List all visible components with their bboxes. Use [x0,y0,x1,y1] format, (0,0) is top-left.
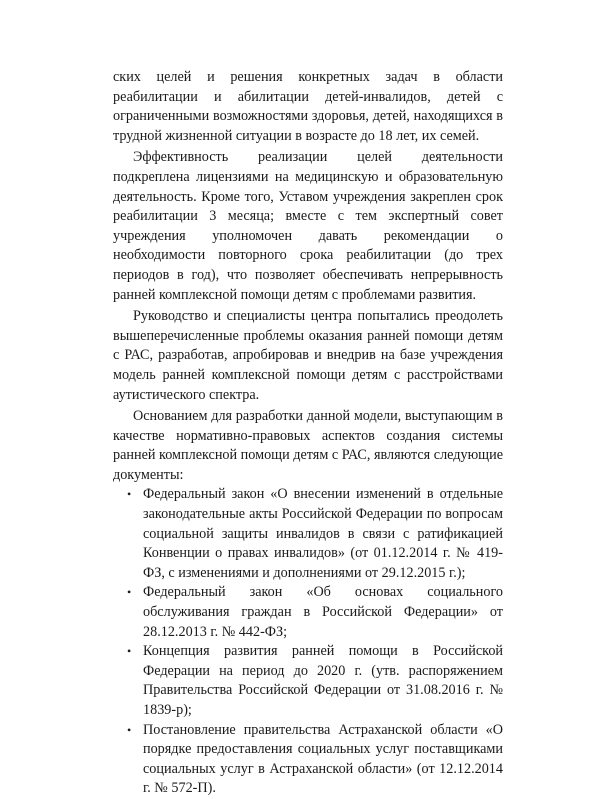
bullet-icon: • [127,487,132,502]
documents-list [113,485,503,799]
paragraph-basis: Основанием для разработки данной модели, выступающим в качестве нормативно-правовых аспектов создания системы ранней комплексной помощи детям с РАС, являются следующие документы: [113,408,503,483]
document-item-text: Концепция развития ранней помощи в Российской Федерации на период до 2020 г. (утв. распоряжением Правительства Российской Федерации от 31.08.2016 г. № 1839-р); [143,643,503,718]
paragraph-management: Руководство и специалисты центра попытались преодолеть вышеперечисленные проблемы оказания ранней помощи детям с РАС, разработав, апробировав и внедрив на базе учреждения модель ранней комплексной помощи детям с расстройствами аутистического спектра. [113,308,503,403]
bullet-icon: • [127,644,132,659]
list-item [127,485,503,583]
paragraph-effectiveness: Эффективность реализации целей деятельности подкреплена лицензиями на медицинскую и образовательную деятельность. Кроме того, Уставом учреждения закреплен срок реабилитации 3 месяца; вместе с тем экспертный совет учреждения уполномочен давать рекомендации о необходимости повторного срока реабилитации (до трех периодов в год), что позволяет обеспечивать непрерывность ранней комплексной помощи детям с проблемами развития. [113,149,503,303]
bullet-icon: • [127,585,132,600]
bullet-icon: • [127,722,132,737]
document-page [113,68,503,799]
document-item-text: Федеральный закон «Об основах социального обслуживания граждан в Российской Федерации» от 28.12.2013 г. № 442-ФЗ; [143,584,503,640]
list-item [127,642,503,720]
paragraph-continuation: ских целей и решения конкретных задач в области реабилитации и абилитации детей-инвалидов, детей с ограниченными возможностями здоровья, детей, находящихся в трудной жизненной ситуации в возрасте до 18 лет, их семей. [113,69,503,144]
list-item [127,721,503,799]
document-item-text: Федеральный закон «О внесении изменений в отдельные законодательные акты Российской Федерации по вопросам социальной защиты инвалидов в связи с ратификацией Конвенции о правах инвалидов» (от 01.12.2014 г. № 419-ФЗ, с изменениями и дополнениями от 29.12.2015 г.); [143,486,503,581]
document-item-text: Постановление правительства Астраханской области «О порядке предоставления социальных услуг поставщиками социальных услуг в Астраханской области» (от 12.12.2014 г. № 572-П). [143,721,503,797]
list-item [127,583,503,642]
